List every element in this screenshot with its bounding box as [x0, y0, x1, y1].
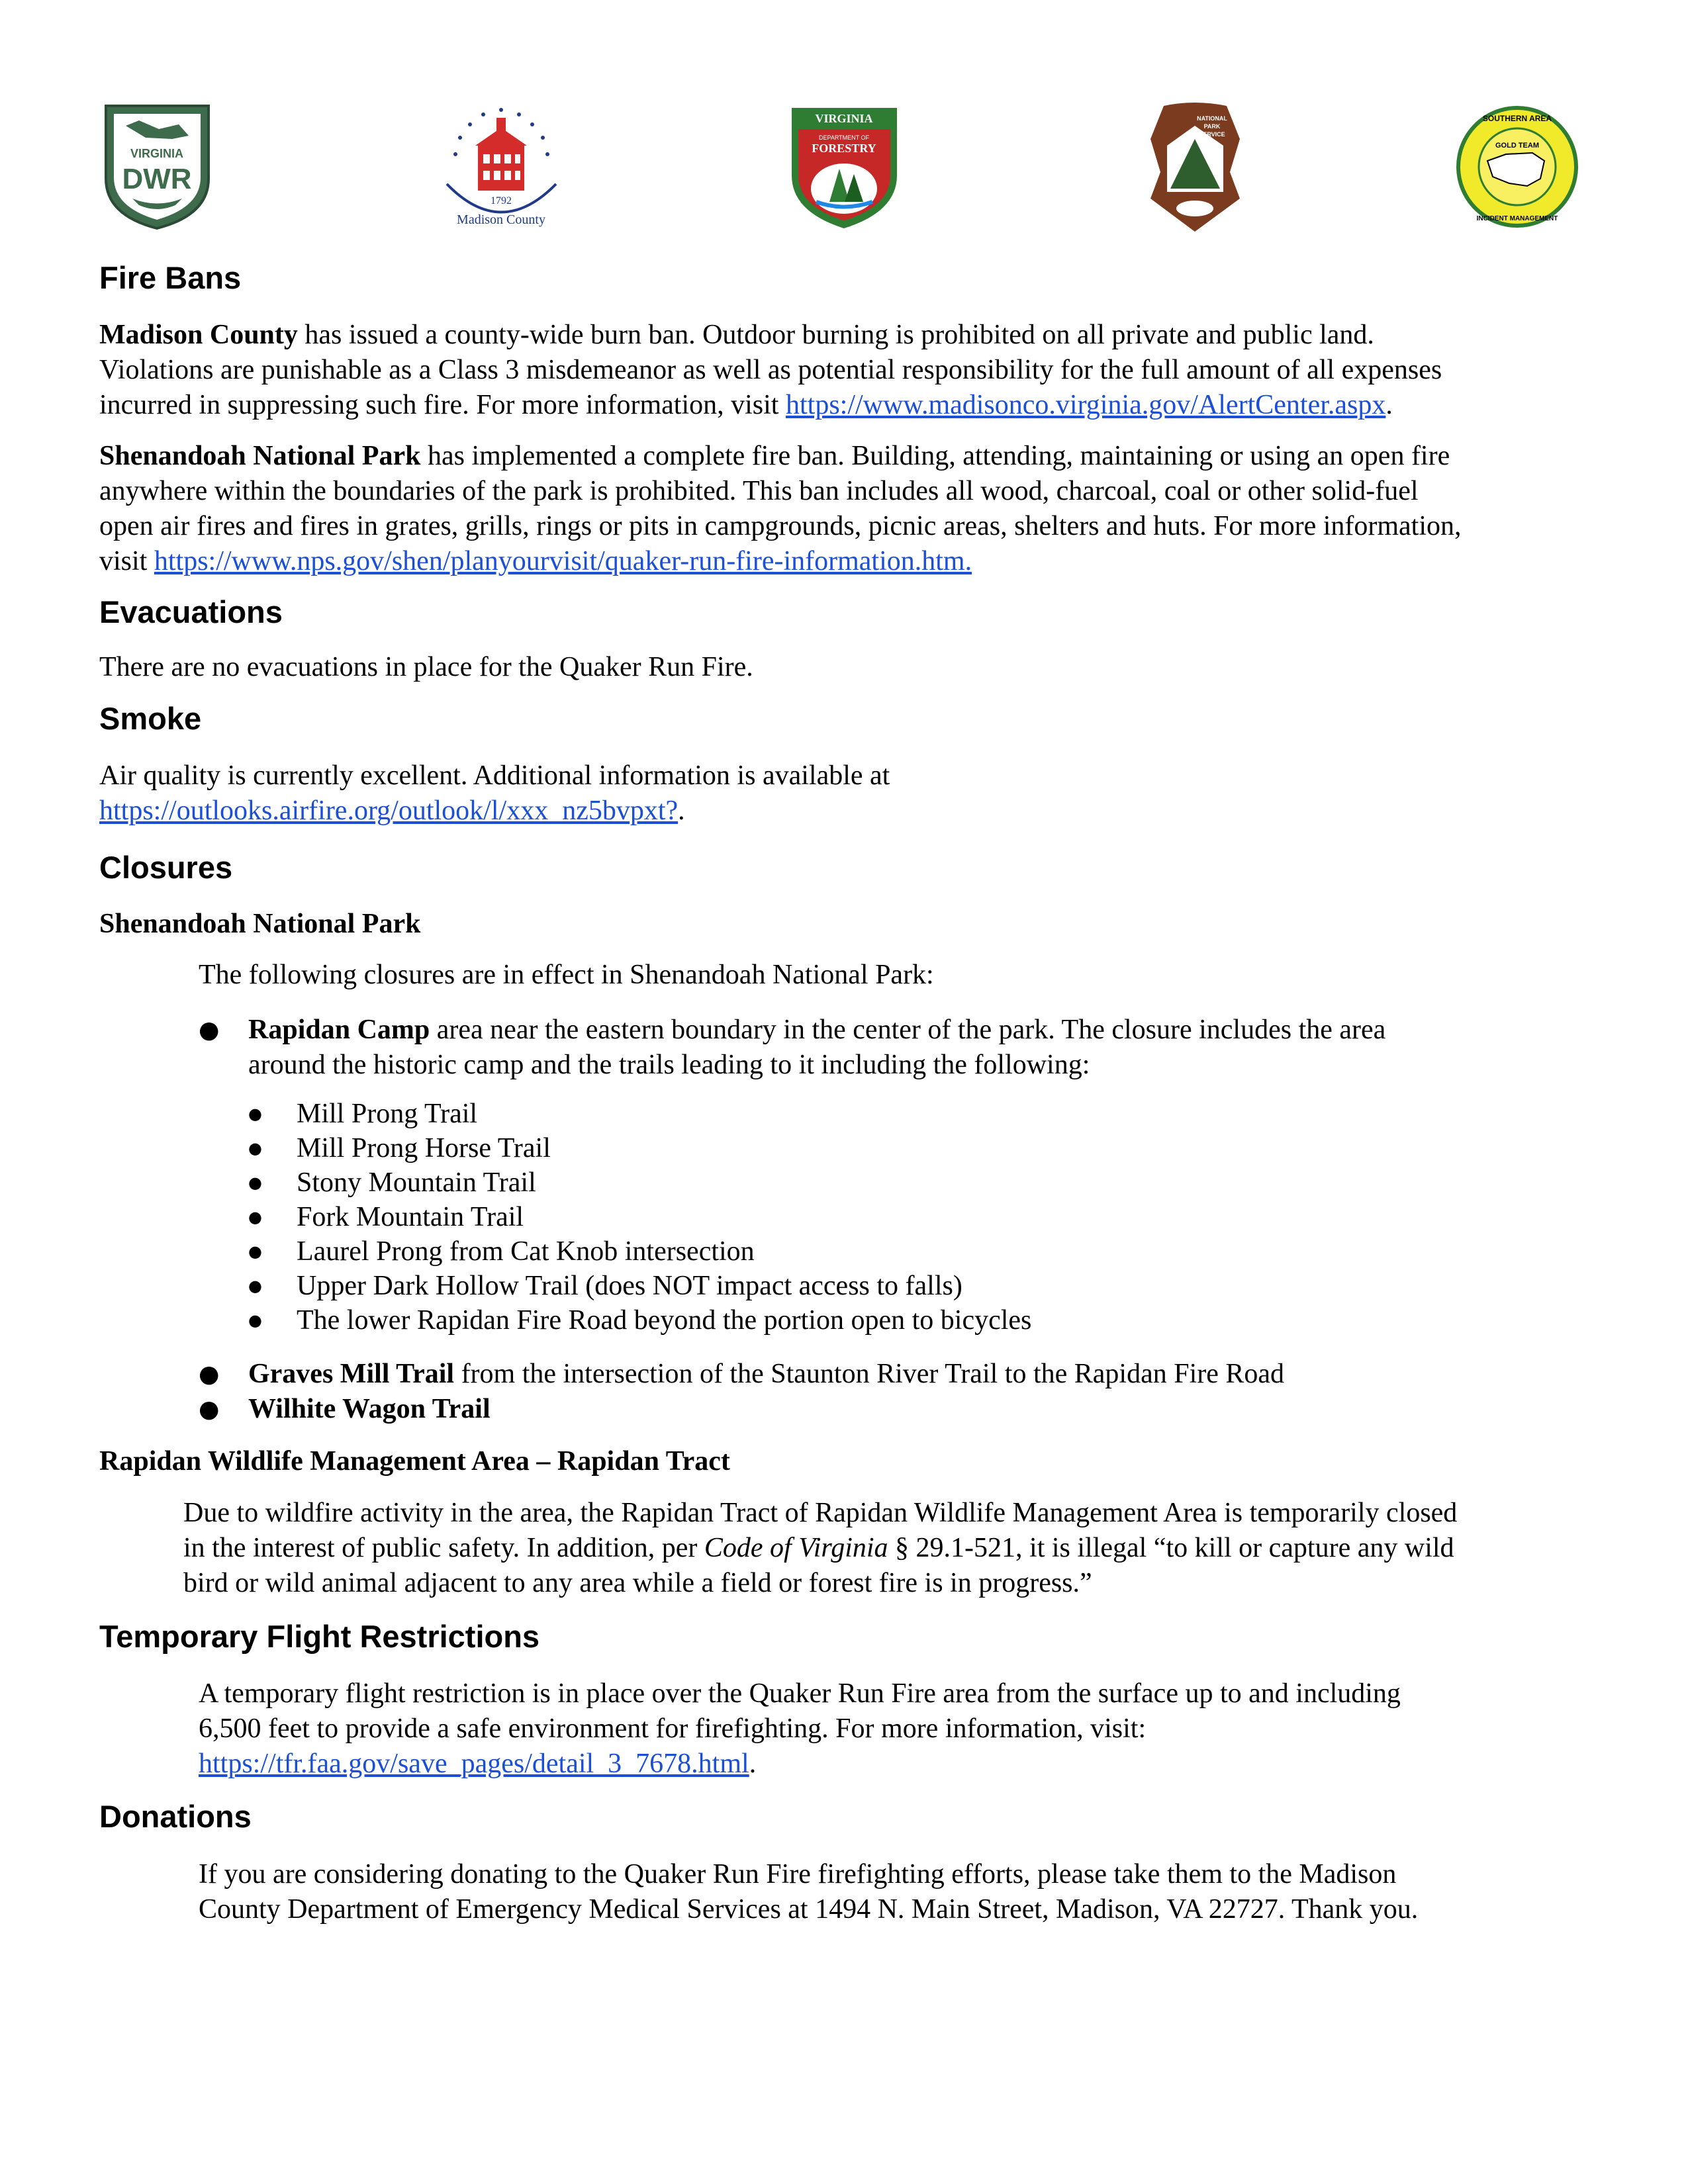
forestry-logo-top: VIRGINIA — [815, 112, 873, 125]
faa-tfr-link[interactable]: https://tfr.faa.gov/save_pages/detail_3_7678.html — [199, 1749, 749, 1779]
bullet-icon: ● — [199, 1361, 220, 1388]
shenandoah-line-2: anywhere within the boundaries of the park is prohibited. This ban includes all wood, charcoal, coal or other solid-fuel — [99, 476, 1419, 506]
madison-county-paragraph — [99, 318, 1595, 423]
trail-name: Upper Dark Hollow Trail (does NOT impact access to falls) — [297, 1271, 962, 1301]
rapidan-line-2: around the historic camp and the trails leading to it including the following: — [248, 1050, 1090, 1080]
donations-heading: Donations — [99, 1799, 252, 1834]
donations-line-2: County Department of Emergency Medical Services at 1494 N. Main Street, Madison, VA 22727. Thank you. — [199, 1894, 1419, 1925]
wma-subheading: Rapidan Wildlife Management Area – Rapidan Tract — [99, 1446, 730, 1477]
madison-line-2: Violations are punishable as a Class 3 misdemeanor as well as potential responsibility for the full amount of all expenses — [99, 355, 1442, 385]
trail-name: Laurel Prong from Cat Knob intersection — [297, 1236, 755, 1267]
wma-paragraph — [183, 1496, 1607, 1601]
bullet-icon: ● — [248, 1139, 262, 1158]
madison-alert-link[interactable]: https://www.madisonco.virginia.gov/AlertCenter.aspx — [785, 390, 1386, 420]
madison-line-3: incurred in suppressing such fire. For more information, visit — [99, 390, 786, 420]
smoke-line-2-end: . — [678, 796, 685, 826]
smoke-paragraph — [99, 758, 1595, 829]
madison-seal-year: 1792 — [491, 195, 512, 206]
madison-line-1: has issued a county-wide burn ban. Outdoor burning is prohibited on all private and public land. — [297, 320, 1374, 350]
airfire-outlook-link[interactable]: https://outlooks.airfire.org/outlook/l/xxx_nz5bvpxt? — [99, 796, 679, 826]
dwr-logo — [99, 99, 215, 232]
rapidan-camp-item — [248, 1013, 1572, 1083]
tfr-line-1: A temporary flight restriction is in place over the Quaker Run Fire area from the surface up to and including — [199, 1678, 1401, 1709]
nps-logo-text1: NATIONAL — [1197, 115, 1227, 122]
wilhite-wagon-label: Wilhite Wagon Trail — [248, 1394, 491, 1424]
shenandoah-line-1: has implemented a complete fire ban. Building, attending, maintaining or using an open fire — [420, 441, 1450, 471]
trail-name: Fork Mountain Trail — [297, 1202, 524, 1232]
trail-name: Mill Prong Trail — [297, 1099, 478, 1129]
nps-logo-text2: PARK — [1203, 123, 1221, 130]
tfr-line-2: 6,500 feet to provide a safe environment for firefighting. For more information, visit: — [199, 1713, 1147, 1744]
rapidan-line-1: area near the eastern boundary in the center of the park. The closure includes the area — [430, 1015, 1386, 1045]
code-of-virginia: Code of Virginia — [704, 1533, 888, 1563]
tfr-line-3-end: . — [749, 1749, 757, 1779]
fire-bans-heading: Fire Bans — [99, 260, 242, 295]
snp-closures-intro: The following closures are in effect in Shenandoah National Park: — [199, 960, 934, 990]
dwr-logo-line1: VIRGINIA — [130, 147, 184, 160]
nps-arrowhead-logo — [1144, 99, 1246, 235]
shenandoah-line-4: visit — [99, 546, 154, 576]
bullet-icon: ● — [248, 1173, 262, 1192]
wma-line-1: Due to wildfire activity in the area, the Rapidan Tract of Rapidan Wildlife Management Area is temporarily closed — [183, 1498, 1458, 1528]
bullet-icon: ● — [248, 1105, 262, 1123]
dwr-logo-line2: DWR — [122, 163, 192, 195]
madison-seal-text: Madison County — [457, 212, 545, 227]
bullet-icon: ● — [248, 1242, 262, 1261]
sa-logo-bottom: INCIDENT MANAGEMENT — [1476, 215, 1558, 222]
sa-logo-mid: GOLD TEAM — [1495, 142, 1539, 150]
madison-county-seal — [430, 98, 573, 237]
rapidan-camp-label: Rapidan Camp — [248, 1015, 430, 1045]
wma-line-3: bird or wild animal adjacent to any area while a field or forest fire is in progress.” — [183, 1568, 1092, 1598]
forestry-logo-mid: DEPARTMENT OF — [818, 134, 870, 141]
forestry-logo — [786, 103, 902, 232]
trail-name: Mill Prong Horse Trail — [297, 1133, 551, 1163]
trail-name: Stony Mountain Trail — [297, 1167, 536, 1198]
wma-line-2b: § 29.1-521, it is illegal “to kill or capture any wild — [888, 1533, 1454, 1563]
bullet-icon: ● — [248, 1208, 262, 1226]
shenandoah-label: Shenandoah National Park — [99, 441, 421, 471]
wilhite-wagon-item — [248, 1392, 491, 1427]
tfr-paragraph — [199, 1676, 1589, 1782]
madison-line-3-end: . — [1385, 390, 1393, 420]
evacuations-text: There are no evacuations in place for the Quaker Run Fire. — [99, 652, 753, 682]
trail-name: The lower Rapidan Fire Road beyond the portion open to bicycles — [297, 1305, 1032, 1336]
donations-paragraph — [199, 1857, 1622, 1927]
evacuations-heading: Evacuations — [99, 594, 283, 629]
smoke-heading: Smoke — [99, 701, 202, 736]
smoke-line-1: Air quality is currently excellent. Additional information is available at — [99, 760, 890, 791]
bullet-icon: ● — [248, 1311, 262, 1330]
forestry-logo-bottom: FORESTRY — [812, 142, 876, 155]
snp-closures-subheading: Shenandoah National Park — [99, 909, 421, 939]
bullet-icon: ● — [199, 1017, 220, 1044]
shenandoah-line-3: open air fires and fires in grates, grills, rings or pits in campgrounds, picnic areas, shelters and huts. For more information, — [99, 511, 1462, 541]
madison-county-label: Madison County — [99, 320, 298, 350]
tfr-heading: Temporary Flight Restrictions — [99, 1619, 540, 1654]
graves-mill-label: Graves Mill Trail — [248, 1359, 455, 1389]
shenandoah-paragraph — [99, 439, 1595, 579]
southern-area-imt-logo — [1453, 103, 1582, 232]
closures-heading: Closures — [99, 850, 233, 885]
nps-fire-info-link[interactable]: https://www.nps.gov/shen/planyourvisit/quaker-run-fire-information.htm. — [154, 546, 972, 576]
nps-logo-text3: SERVICE — [1199, 131, 1225, 138]
wma-line-2a: in the interest of public safety. In addition, per — [183, 1533, 704, 1563]
bullet-icon: ● — [248, 1277, 262, 1295]
sa-logo-top: SOUTHERN AREA — [1482, 114, 1552, 123]
graves-mill-item — [248, 1357, 1284, 1392]
bullet-icon: ● — [199, 1396, 220, 1423]
graves-mill-text: from the intersection of the Staunton River Trail to the Rapidan Fire Road — [454, 1359, 1285, 1389]
donations-line-1: If you are considering donating to the Quaker Run Fire firefighting efforts, please take them to the Madison — [199, 1859, 1397, 1889]
